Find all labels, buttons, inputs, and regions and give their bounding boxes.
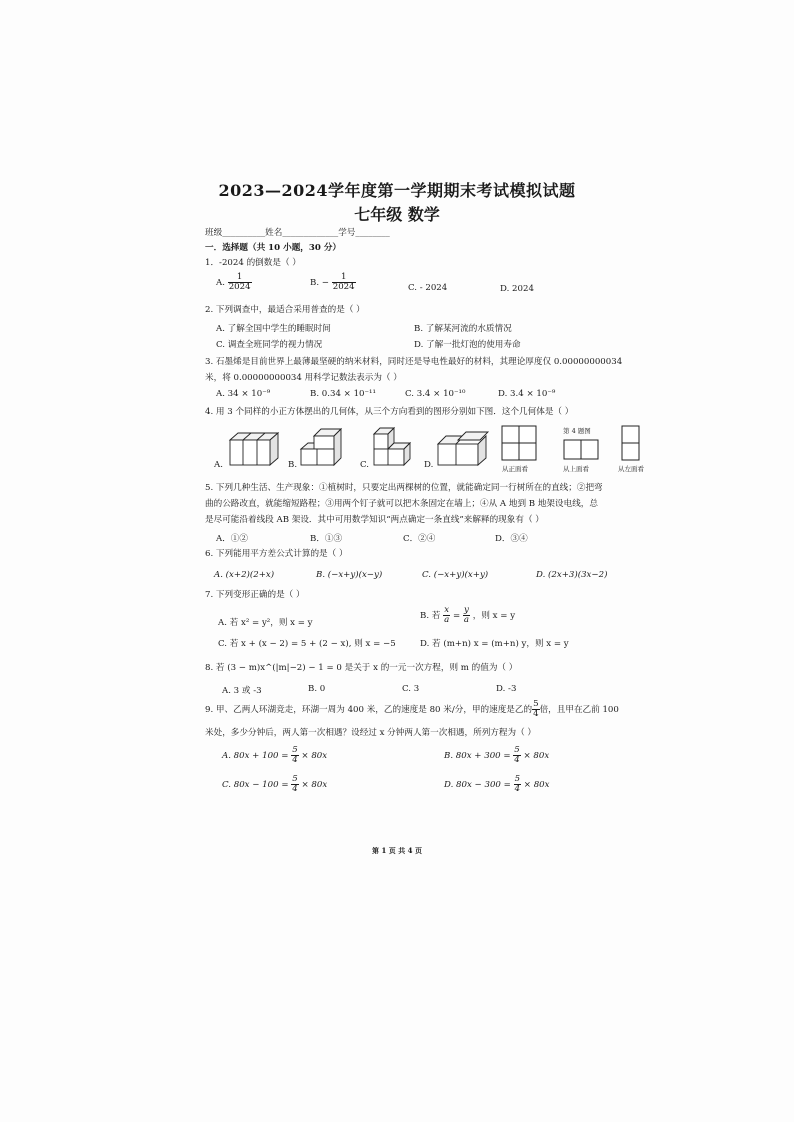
q2-option-b: B. 了解某河流的水质情况 (414, 324, 512, 334)
q8-option-d: D. -3 (496, 684, 517, 694)
q9-c-rhs: × 80x (301, 780, 328, 791)
q2-option-d: D. 了解一批灯泡的使用寿命 (414, 340, 521, 350)
q5-option-d: D．③④ (495, 534, 528, 544)
q9-line1-end: 倍，且甲在乙前 100 (539, 705, 619, 716)
q7-b-fraction-left (443, 606, 450, 625)
q7-b-num-right: y (464, 605, 469, 615)
q6-option-a: A. (x+2)(2+x) (214, 570, 275, 580)
q4-option-b-label: B. (288, 460, 298, 470)
q9-option-a (222, 746, 327, 765)
q4-option-d-figure (434, 428, 492, 470)
q1-b-fraction (332, 273, 356, 292)
q7-b-equals: = (452, 611, 461, 622)
q1-b-num: 1 (332, 273, 356, 283)
q4-option-d-label: D. (424, 460, 434, 470)
q1-a-den: 2024 (228, 282, 251, 293)
q4-left-view (620, 424, 642, 466)
q4-front-view-label: 从正面看 (502, 465, 528, 473)
q6-option-b: B. (−x+y)(x−y) (316, 570, 383, 580)
student-info-line: 班级__________姓名_____________学号________ (205, 228, 390, 238)
q2-stem: 2. 下列调查中，最适合采用普查的是（ ） (205, 305, 365, 315)
q7-option-c: C. 若 x + (x − 2) = 5 + (2 − x), 则 x = −5 (218, 639, 396, 649)
q5-line2: 曲的公路改直，就能缩短路程；③用两个钉子就可以把木条固定在墙上；④从 A 地到 B 地架设电线，总 (205, 499, 598, 509)
q1-a-fraction (228, 273, 252, 292)
q4-stem: 4. 用 3 个同样的小正方体摆出的几何体，从三个方向看到的图形分别如下图．这个几何体是（ ） (205, 407, 574, 417)
section-heading: 一．选择题（共 10 小题，30 分） (205, 243, 342, 253)
q9-ratio-num: 5 (533, 699, 539, 709)
q6-option-c: C. (−x+y)(x+y) (422, 570, 489, 580)
q9-d-den: 4 (514, 784, 521, 795)
q7-b-den-left: a (444, 615, 450, 626)
exam-subtitle: 七年级 数学 (354, 205, 440, 224)
q3-line2: 米，将 0.00000000034 用科学记数法表示为（ ） (205, 373, 402, 383)
q2-option-a: A. 了解全国中学生的睡眠时间 (216, 324, 331, 334)
q9-c-fraction (291, 775, 298, 794)
q8-option-b: B. 0 (308, 684, 326, 694)
q1-option-c: C. - 2024 (408, 283, 448, 293)
q1-b-sign: − (321, 278, 329, 289)
q9-b-lhs: B. 80x + 300 = (444, 751, 511, 762)
q5-line3: 是尽可能沿着线段 AB 架设．其中可用数学知识“两点确定一条直线”来解释的现象有（ ） (205, 515, 544, 525)
q9-d-fraction (514, 775, 521, 794)
exam-title: 2023—2024学年度第一学期期末考试模拟试题 (218, 181, 576, 200)
q7-option-d: D. 若 (m+n) x = (m+n) y，则 x = y (420, 639, 569, 649)
q8-option-c: C. 3 (402, 684, 420, 694)
q4-option-c-label: C. (360, 460, 370, 470)
q7-b-prefix: B. 若 (420, 611, 441, 622)
q7-b-den-right: a (463, 615, 470, 626)
q7-stem: 7. 下列变形正确的是（ ） (205, 590, 305, 600)
q1-b-label: B. (310, 278, 320, 289)
q3-line1: 3. 石墨烯是目前世界上最薄最坚硬的纳米材料，同时还是导电性最好的材料，其理论厚度仅 0.00000000034 (205, 357, 623, 367)
q9-a-fraction (291, 746, 298, 765)
q1-a-label: A. (216, 278, 225, 289)
q2-option-c: C. 调查全班同学的视力情况 (216, 340, 323, 350)
q9-a-den: 4 (292, 755, 298, 766)
q9-b-rhs: × 80x (523, 751, 550, 762)
q3-option-c: C. 3.4 × 10⁻¹⁰ (405, 389, 466, 399)
q9-line1-start: 9. 甲、乙两人环湖竞走，环湖一周为 400 米，乙的速度是 80 米/分，甲的速度是乙的 (205, 705, 533, 716)
q3-option-b: B. 0.34 × 10⁻¹¹ (310, 389, 376, 399)
q3-option-d: D. 3.4 × 10⁻⁹ (498, 389, 556, 399)
q4-front-view (500, 424, 540, 466)
q9-option-b (444, 746, 549, 765)
q7-b-suffix: ，则 x = y (472, 611, 516, 622)
q4-option-c-figure (370, 424, 416, 470)
q5-option-c: C．②④ (403, 534, 436, 544)
q7-option-b (420, 606, 515, 625)
q5-option-a: A．①② (216, 534, 248, 544)
q9-d-num: 5 (514, 774, 521, 784)
q6-stem: 6. 下列能用平方差公式计算的是（ ） (205, 549, 348, 559)
q9-a-lhs: A. 80x + 100 = (222, 751, 289, 762)
q9-b-num: 5 (514, 745, 520, 755)
q1-b-den: 2024 (332, 282, 355, 293)
q9-line2: 米处，多少分钟后，两人第一次相遇？设经过 x 分钟两人第一次相遇，所列方程为（ ） (205, 728, 537, 738)
q9-c-num: 5 (292, 774, 298, 784)
q4-left-view-label: 从左面看 (618, 465, 644, 473)
q9-option-c (222, 775, 327, 794)
q9-option-d (444, 775, 549, 794)
q1-stem: 1．-2024 的倒数是（ ） (205, 258, 301, 268)
q1-option-a (216, 273, 252, 292)
q4-option-b-figure (297, 424, 347, 470)
q1-a-num: 1 (228, 273, 252, 283)
q9-b-den: 4 (514, 755, 520, 766)
q4-top-view (562, 438, 602, 464)
q9-b-fraction (513, 746, 520, 765)
q7-b-num-left: x (444, 605, 450, 615)
q4-figure-caption: 第 4 题图 (563, 427, 591, 435)
q7-option-a: A. 若 x² = y²，则 x = y (218, 618, 313, 628)
q8-stem: 8. 若 (3 − m)x^(|m|−2) − 1 = 0 是关于 x 的一元一次方程，则 m 的值为（ ） (205, 663, 518, 673)
q9-d-lhs: D. 80x − 300 = (444, 780, 511, 791)
q5-option-b: B．①③ (310, 534, 343, 544)
q8-option-a: A. 3 或 -3 (222, 686, 262, 696)
q6-option-d: D. (2x+3)(3x−2) (536, 570, 608, 580)
q7-b-fraction-right (463, 606, 470, 625)
q9-c-lhs: C. 80x − 100 = (222, 780, 289, 791)
page-footer: 第 1 页 共 4 页 (372, 846, 422, 855)
q4-option-a-figure (224, 428, 280, 470)
q9-d-rhs: × 80x (523, 780, 550, 791)
q9-a-num: 5 (292, 745, 298, 755)
q9-ratio-fraction (532, 700, 539, 719)
q3-option-a: A. 34 × 10⁻⁹ (216, 389, 271, 399)
q4-option-a-label: A. (214, 460, 223, 470)
q5-line1: 5. 下列几种生活、生产现象：①植树时，只要定出两棵树的位置，就能确定同一行树所在的直线；②把弯 (205, 483, 603, 493)
q9-ratio-den: 4 (533, 709, 539, 720)
q1-option-d: D. 2024 (500, 284, 534, 294)
q4-top-view-label: 从上面看 (563, 465, 589, 473)
q1-option-b (310, 273, 356, 292)
q9-a-rhs: × 80x (301, 751, 328, 762)
q9-c-den: 4 (292, 784, 298, 795)
q9-line1 (205, 700, 619, 719)
